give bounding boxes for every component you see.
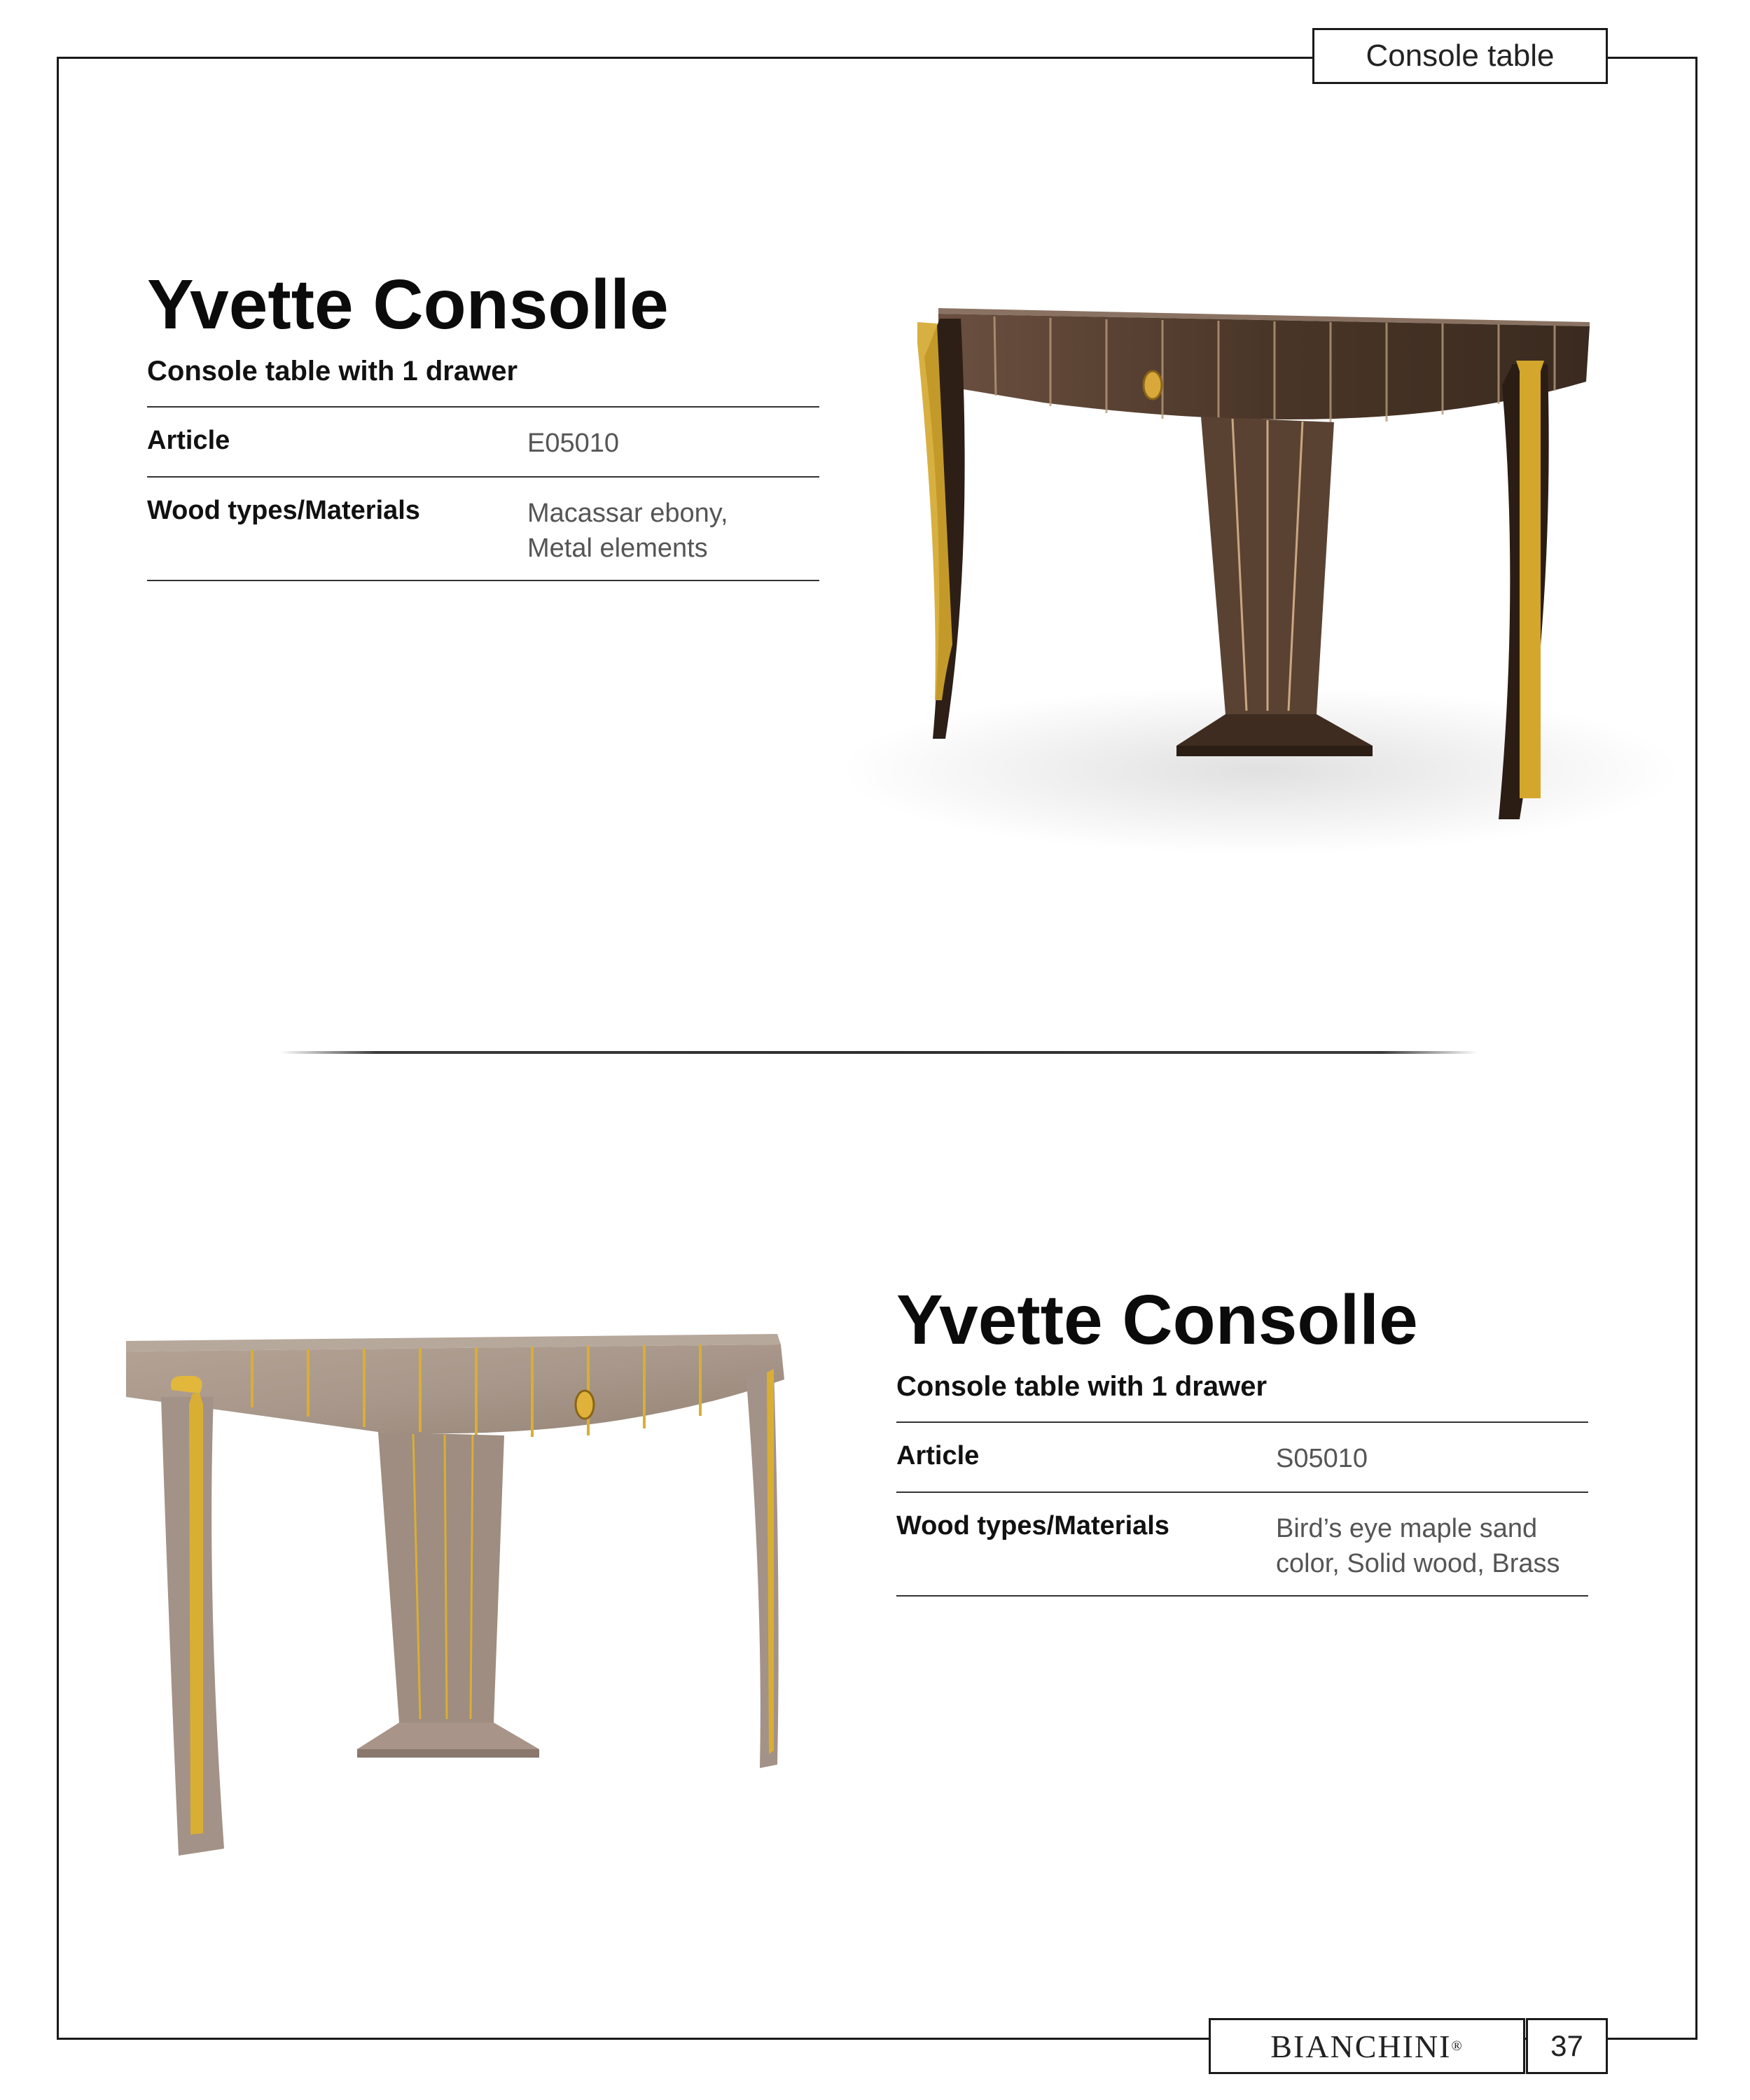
- spec-row-materials: [896, 1491, 1588, 1597]
- brand-logo: [1209, 2018, 1525, 2074]
- spec-label: Wood types/Materials: [896, 1511, 1169, 1541]
- spec-row-article: [147, 406, 819, 476]
- spec-value: [1276, 1511, 1560, 1581]
- spec-table: [147, 406, 819, 581]
- spec-value-line: Metal elements: [527, 534, 708, 563]
- console-table-maple-image: [112, 1302, 840, 1877]
- product-title: Yvette Consolle: [147, 265, 669, 344]
- brand-registered-mark: ®: [1451, 2038, 1464, 2054]
- spec-label: Article: [147, 426, 230, 455]
- section-divider: [280, 1051, 1478, 1054]
- product-subtitle: Console table with 1 drawer: [896, 1371, 1268, 1402]
- product-subtitle: Console table with 1 drawer: [147, 356, 518, 387]
- spec-value-line: Bird’s eye maple sand: [1276, 1514, 1538, 1543]
- spec-value-line: Macassar ebony,: [527, 499, 728, 528]
- page-number: [1526, 2018, 1608, 2074]
- spec-value-line: color, Solid wood, Brass: [1276, 1549, 1560, 1578]
- section-label: [1312, 28, 1608, 84]
- spec-value: S05010: [1276, 1444, 1368, 1473]
- spec-label: Article: [896, 1441, 980, 1470]
- section-label-text: Console table: [1366, 39, 1555, 73]
- spec-value: E05010: [527, 429, 620, 458]
- spec-value: [527, 496, 728, 566]
- spec-row-article: [896, 1421, 1588, 1491]
- console-table-ebony-image: [812, 280, 1695, 910]
- spec-table: [896, 1421, 1588, 1597]
- spec-label: Wood types/Materials: [147, 496, 420, 525]
- brand-name: BIANCHINI: [1270, 2028, 1452, 2064]
- spec-row-materials: [147, 476, 819, 581]
- page-number-text: 37: [1550, 2029, 1583, 2062]
- product-title: Yvette Consolle: [896, 1281, 1418, 1359]
